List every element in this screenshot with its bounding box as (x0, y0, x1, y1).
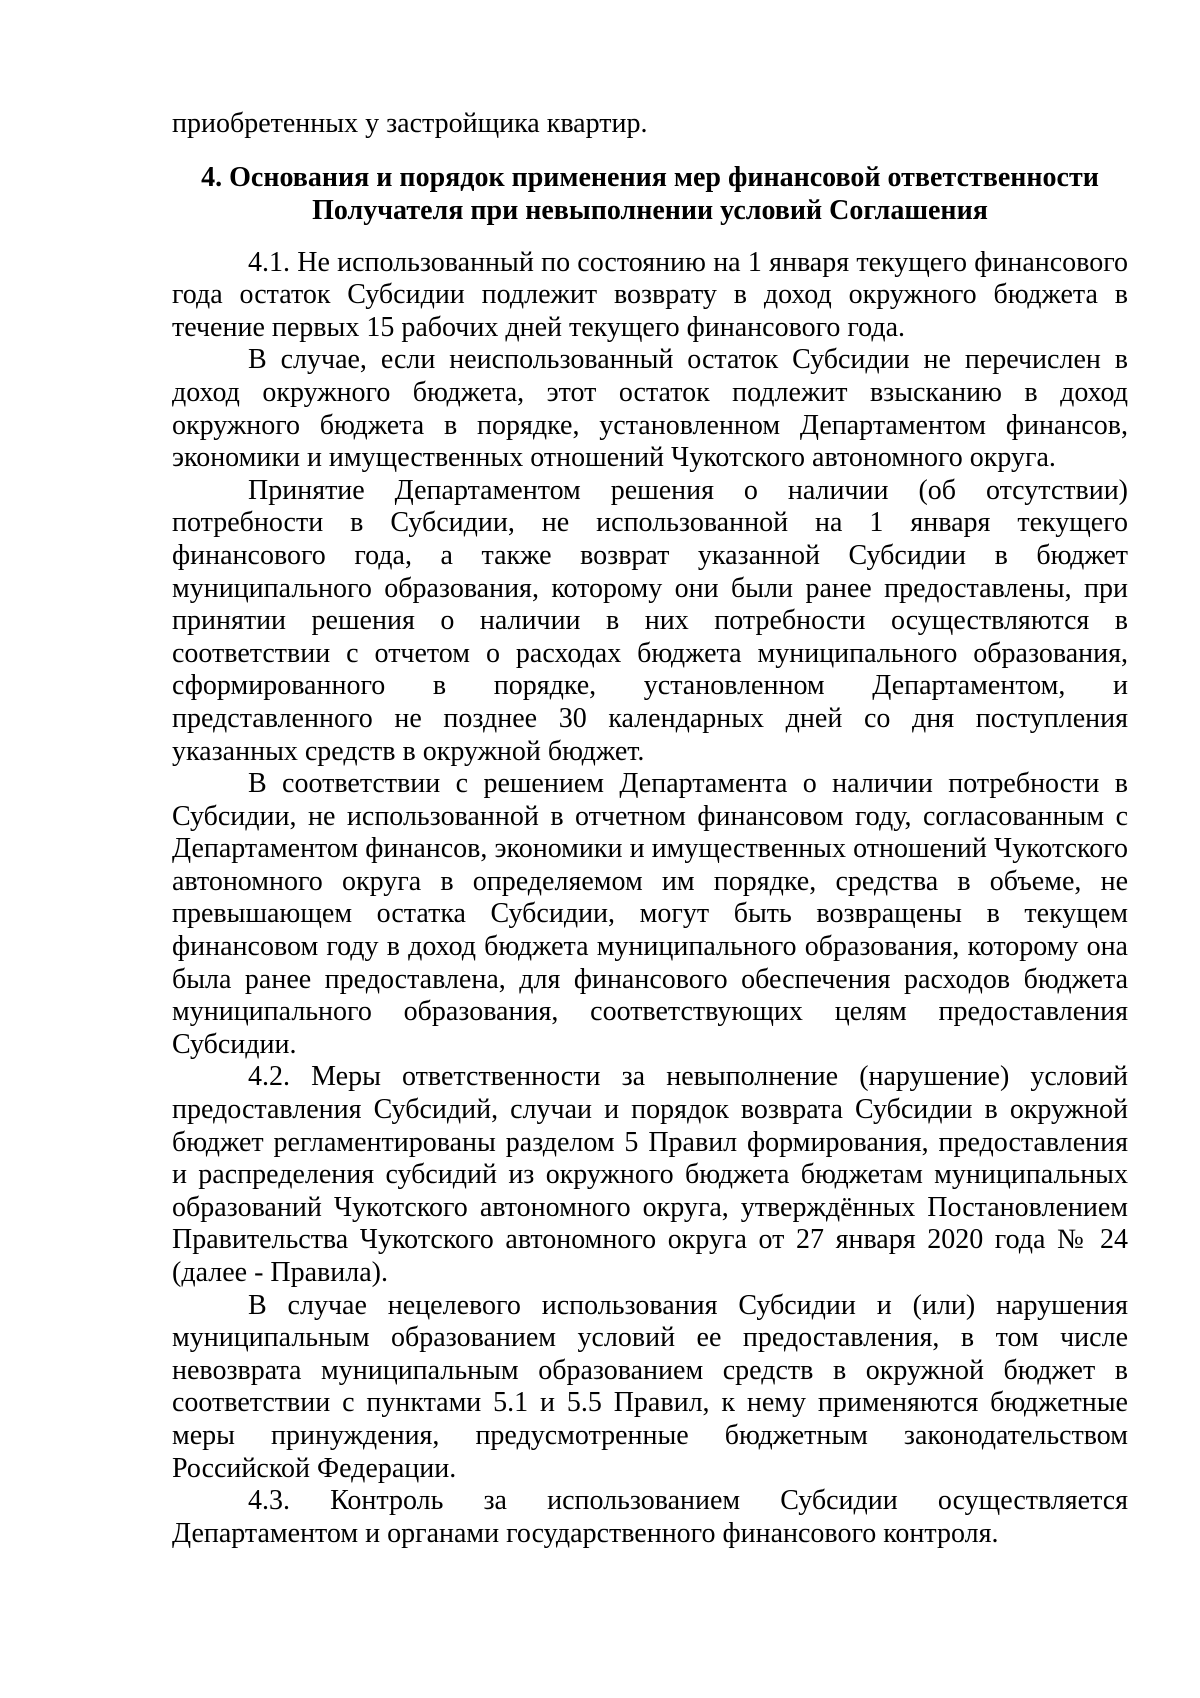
paragraph-need-decision: Принятие Департаментом решения о наличии (об отсутствии) потребности в Субсидии, не использованной на 1 января текущего финансового года, а также возврат указанной Субсидии в бюджет муниципального образования, которому они были ранее предоставлены, при принятии решения о наличии в них потребности осуществляются в соответствии с отчетом о расходах бюджета муниципального образования, сформированного в порядке, установленном Департаментом, и представленного не позднее 30 календарных дней со дня поступления указанных средств в окружной бюджет. (172, 474, 1128, 767)
paragraph-misuse: В случае нецелевого использования Субсидии и (или) нарушения муниципальным образованием условий ее предоставления, в том числе невозврата муниципальным образованием средств в окружной бюджет в соответствии с пунктами 5.1 и 5.5 Правил, к нему применяются бюджетные меры принуждения, предусмотренные бюджетным законодательством Российской Федерации. (172, 1289, 1128, 1484)
paragraph-4-2: 4.2. Меры ответственности за невыполнение (нарушение) условий предоставления Субсидий, случаи и порядок возврата Субсидии в окружной бюджет регламентированы разделом 5 Правил формирования, предоставления и распределения субсидий из окружного бюджета бюджетам муниципальных образований Чукотского автономного округа, утверждённых Постановлением Правительства Чукотского автономного округа от 27 января 2020 года № 24 (далее - Правила). (172, 1061, 1128, 1288)
paragraph-unspent-balance: В случае, если неиспользованный остаток Субсидии не перечислен в доход окружного бюджета, этот остаток подлежит взысканию в доход окружного бюджета в порядке, установленном Департаментом финансов, экономики и имущественных отношений Чукотского автономного округа. (172, 344, 1128, 474)
paragraph-return-funds: В соответствии с решением Департамента о наличии потребности в Субсидии, не использованной в отчетном финансовом году, согласованным с Департаментом финансов, экономики и имущественных отношений Чукотского автономного округа в определяемом им порядке, средства в объеме, не превышающем остатка Субсидии, могут быть возвращены в текущем финансовом году в доход бюджета муниципального образования, которому она была ранее предоставлена, для финансового обеспечения расходов бюджета муниципального образования, соответствующих целям предоставления Субсидии. (172, 768, 1128, 1060)
section-heading-line-2: Получателя при невыполнении условий Соглашения (312, 194, 988, 226)
paragraph-4-3: 4.3. Контроль за использованием Субсидии осуществляется Департаментом и органами государственного финансового контроля. (172, 1485, 1128, 1549)
paragraph-4-1: 4.1. Не использованный по состоянию на 1 января текущего финансового года остаток Субсидии подлежит возврату в доход окружного бюджета в течение первых 15 рабочих дней текущего финансового года. (172, 246, 1128, 343)
document-page (172, 108, 1128, 1550)
section-heading-line-1: 4. Основания и порядок применения мер финансовой ответственности (201, 161, 1099, 193)
section-heading (172, 161, 1128, 227)
continuation-text: приобретенных у застройщика квартир. (172, 108, 648, 139)
